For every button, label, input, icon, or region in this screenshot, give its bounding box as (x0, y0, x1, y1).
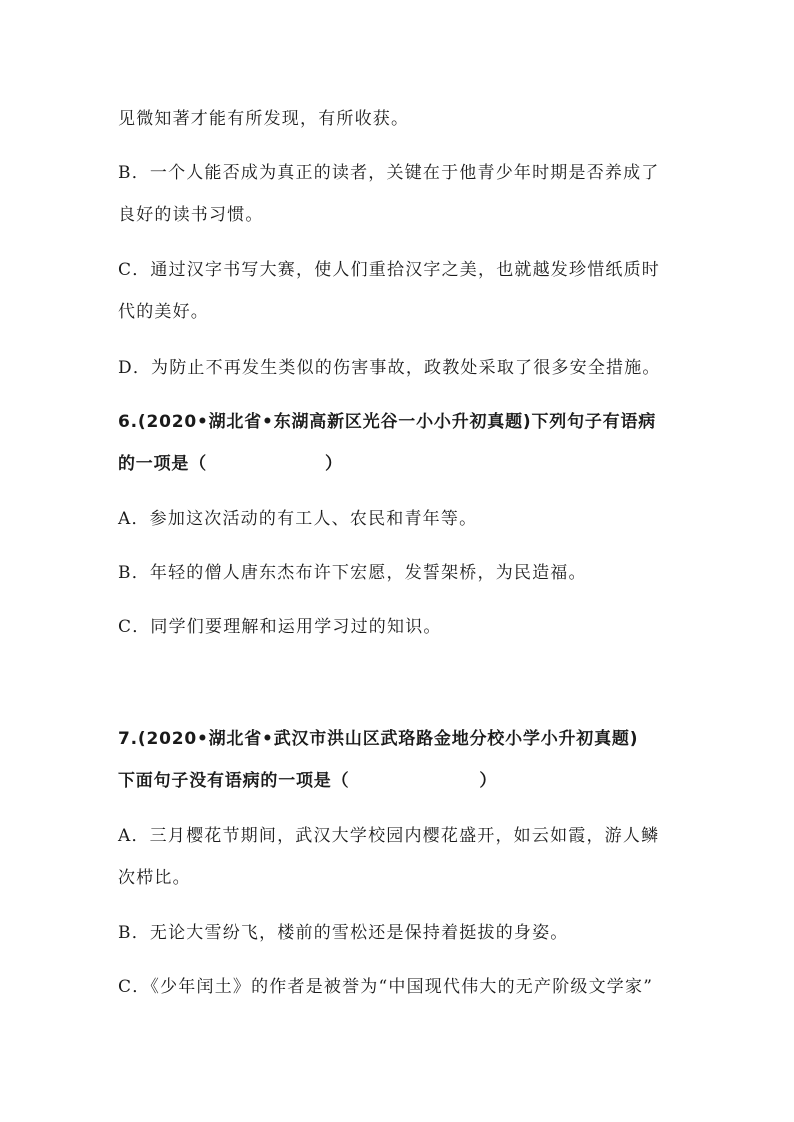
question-6-stem-line-1: 6.(2020•湖北省•东湖高新区光谷一小小升初真题)下列句子有语病 (118, 412, 657, 432)
text-line-continuation: 见微知著才能有所发现，有所收获。 (118, 109, 410, 129)
option-d-line: D．为防止不再发生类似的伤害事故，政教处采取了很多安全措施。 (118, 358, 661, 378)
question-7-stem-line-1: 7.(2020•湖北省•武汉市洪山区武珞路金地分校小学小升初真题) (118, 729, 639, 749)
question-7-stem-line-2 (118, 769, 688, 793)
question-6-option-b: B．年轻的僧人唐东杰布许下宏愿，发誓架桥，为民造福。 (118, 563, 587, 583)
question-7-option-a-line-2: 次栉比。 (118, 868, 191, 888)
question-6-stem-text: 的一项是（ (118, 454, 207, 474)
question-7-stem-text: 下面句子没有语病的一项是（ (118, 771, 350, 791)
option-b-line-2: 良好的读书习惯。 (118, 205, 264, 225)
question-7-option-b: B．无论大雪纷飞，楼前的雪松还是保持着挺拔的身姿。 (118, 923, 569, 943)
question-7-stem-close: ） (479, 771, 498, 791)
question-6-stem-close: ） (325, 454, 343, 474)
question-6-option-a: A．参加这次活动的有工人、农民和青年等。 (118, 509, 478, 529)
option-b-line-1: B．一个人能否成为真正的读者，关键在于他青少年时期是否养成了 (118, 163, 660, 183)
question-7-option-a-line-1: A．三月樱花节期间，武汉大学校园内樱花盛开，如云如霞，游人鳞 (118, 826, 660, 846)
question-6-stem-line-2 (118, 452, 688, 476)
question-7-option-c: C．《少年闰土》的作者是被誉为“中国现代伟大的无产阶级文学家” (118, 977, 654, 997)
option-c-line-2: 代的美好。 (118, 302, 209, 322)
option-c-line-1: C．通过汉字书写大赛，使人们重拾汉字之美，也就越发珍惜纸质时 (118, 260, 661, 280)
question-6-option-c: C．同学们要理解和运用学习过的知识。 (118, 617, 442, 637)
